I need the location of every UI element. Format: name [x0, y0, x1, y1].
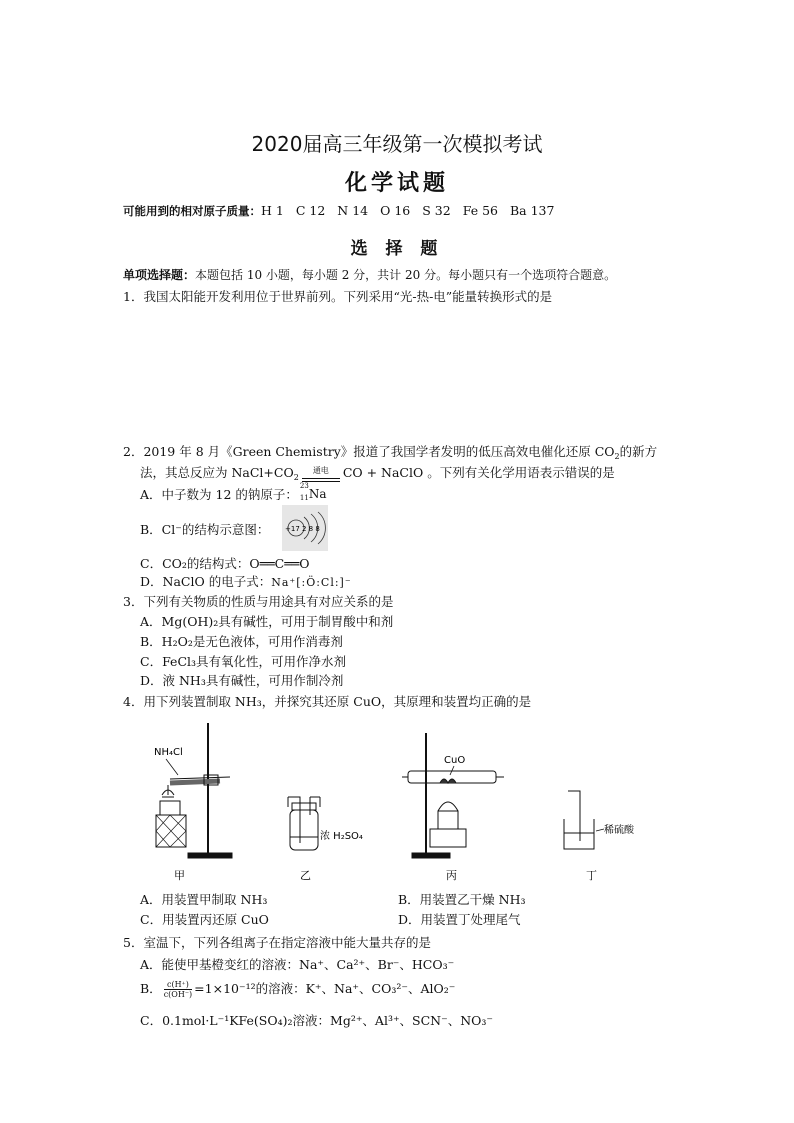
nuclide-atomic-number: 11 [299, 494, 309, 502]
atomic-mass-s: S 32 [422, 203, 451, 218]
label-nh4cl: NH₄Cl [154, 747, 183, 758]
nh4cl-pointer [166, 759, 178, 775]
question-2-line1 [123, 442, 657, 461]
bing-lamp [438, 811, 458, 829]
yi-outlet-tube [310, 797, 320, 815]
jia-block-hatch [156, 815, 186, 847]
label-h2so4: 浓 H₂SO₄ [320, 831, 363, 842]
q2-line1-tail: 的新方 [619, 444, 658, 459]
atomic-mass-c: C 12 [295, 203, 326, 218]
atomic-mass-o: O 16 [380, 203, 411, 218]
jia-tube-edge [170, 777, 230, 779]
apparatus-bing [402, 733, 504, 858]
q2-option-a [140, 482, 327, 503]
nuclide-symbol: Na [308, 487, 327, 501]
exam-subtitle: 化学试题 [344, 171, 449, 196]
q2-line2-sub: 2 [293, 473, 299, 482]
bing-cuo-powder [440, 779, 456, 783]
bing-flame [438, 802, 458, 811]
q2-option-c: C．CO₂的结构式：O══C══O [140, 556, 310, 571]
q2-line1-sub: 2 [614, 452, 620, 461]
diagram-label: +17 2 8 8 [285, 525, 320, 533]
q3-option-d: D．液 NH₃具有碱性，可用作制冷剂 [140, 673, 344, 688]
sodium-nuclide [298, 482, 327, 502]
q4-option-d: D．用装置丁处理尾气 [398, 912, 521, 927]
q3-option-c: C．FeCl₃具有氧化性，可用作净水剂 [140, 654, 347, 669]
q2-option-b: B．Cl⁻的结构示意图： [140, 522, 270, 537]
q4-option-b: B．用装置乙干燥 NH₃ [398, 892, 526, 907]
q5-option-b [140, 979, 455, 999]
question-1: 1．我国太阳能开发利用位于世界前列。下列采用“光-热-电”能量转换形式的是 [123, 289, 553, 304]
atomic-mass-line [123, 203, 554, 219]
yi-bottle [290, 810, 318, 850]
q2-option-d [140, 572, 352, 590]
ratio-denominator: c(OH⁻) [163, 990, 193, 999]
q2-line2-tail: CO + NaClO 。下列有关化学用语表示错误的是 [342, 465, 615, 480]
question-5: 5．室温下，下列各组离子在指定溶液中能大量共存的是 [123, 935, 431, 950]
atomic-mass-n: N 14 [337, 203, 369, 218]
q5-option-c: C．0.1mol·L⁻¹KFe(SO₄)₂溶液：Mg²⁺、Al³⁺、SCN⁻、NO₃⁻ [140, 1013, 494, 1028]
ratio-numerator: c(H⁺) [164, 980, 192, 990]
q4-option-c: C．用装置丙还原 CuO [140, 912, 269, 927]
instruction-label: 单项选择题： [123, 268, 196, 282]
jia-lamp [160, 801, 180, 815]
q5-option-b-label: B． [140, 981, 162, 996]
q2-line1-text: 2．2019 年 8 月《Green Chemistry》报道了我国学者发明的低压高效电催化还原 CO [123, 444, 615, 459]
q2-option-d-text: D．NaClO 的电子式： [140, 574, 272, 589]
naclo-electron-formula: Na⁺[:Ö:Cl:]⁻ [271, 576, 352, 589]
dilute-acid-pointer [596, 829, 604, 831]
q2-line2-text: 法，其总反应为 NaCl+CO [140, 465, 294, 480]
yi-stopper [292, 803, 316, 810]
chloride-structure-diagram [282, 505, 328, 551]
q5-option-b-text: =1×10⁻¹²的溶液：K⁺、Na⁺、CO₃²⁻、AlO₂⁻ [194, 981, 456, 996]
jia-stand-base [188, 853, 232, 858]
q4-option-a: A．用装置甲制取 NH₃ [140, 892, 268, 907]
apparatus-jia [156, 723, 232, 858]
exam-title: 2020届高三年级第一次模拟考试 [251, 132, 543, 156]
caption-bing: 丙 [446, 869, 457, 882]
question-4: 4．用下列装置制取 NH₃，并探究其还原 CuO，其原理和装置均正确的是 [123, 694, 532, 709]
atomic-mass-ba: Ba 137 [509, 203, 555, 218]
q3-option-a: A．Mg(OH)₂具有碱性，可用于制胃酸中和剂 [140, 614, 394, 629]
label-dilute-acid: 稀硫酸 [604, 825, 634, 836]
caption-yi: 乙 [300, 869, 311, 882]
bing-block [430, 829, 466, 847]
ding-beaker [564, 819, 594, 849]
question-3: 3．下列有关物质的性质与用途具有对应关系的是 [123, 594, 394, 609]
atomic-mass-fe: Fe 56 [462, 203, 498, 218]
label-cuo: CuO [444, 755, 466, 766]
q2-option-a-text: A．中子数为 12 的钠原子： [140, 487, 298, 502]
q3-option-b: B．H₂O₂是无色液体，可用作消毒剂 [140, 634, 343, 649]
concentration-ratio [164, 980, 192, 999]
jia-flame [162, 785, 174, 797]
q5-option-a: A．能使甲基橙变红的溶液：Na⁺、Ca²⁺、Br⁻、HCO₃⁻ [140, 957, 455, 972]
section-instruction [123, 266, 616, 283]
reaction-arrow: 通电 [302, 465, 340, 476]
instruction-text: 本题包括 10 小题，每小题 2 分，共计 20 分。每小题只有一个选项符合题意。 [195, 268, 617, 282]
bing-stand-base [412, 853, 450, 858]
nuclide-mass-number: 23 [299, 482, 309, 490]
atomic-mass-label: 可能用到的相对原子质量： [123, 204, 261, 218]
apparatus-yi [288, 797, 320, 850]
apparatus-figure [140, 715, 660, 885]
caption-ding: 丁 [586, 869, 597, 882]
apparatus-ding [564, 791, 594, 849]
atomic-mass-h: H 1 [261, 203, 284, 218]
jia-test-tube [170, 781, 220, 783]
caption-jia: 甲 [174, 869, 185, 882]
question-2-line2 [140, 463, 615, 482]
section-title: 选 择 题 [350, 239, 444, 259]
